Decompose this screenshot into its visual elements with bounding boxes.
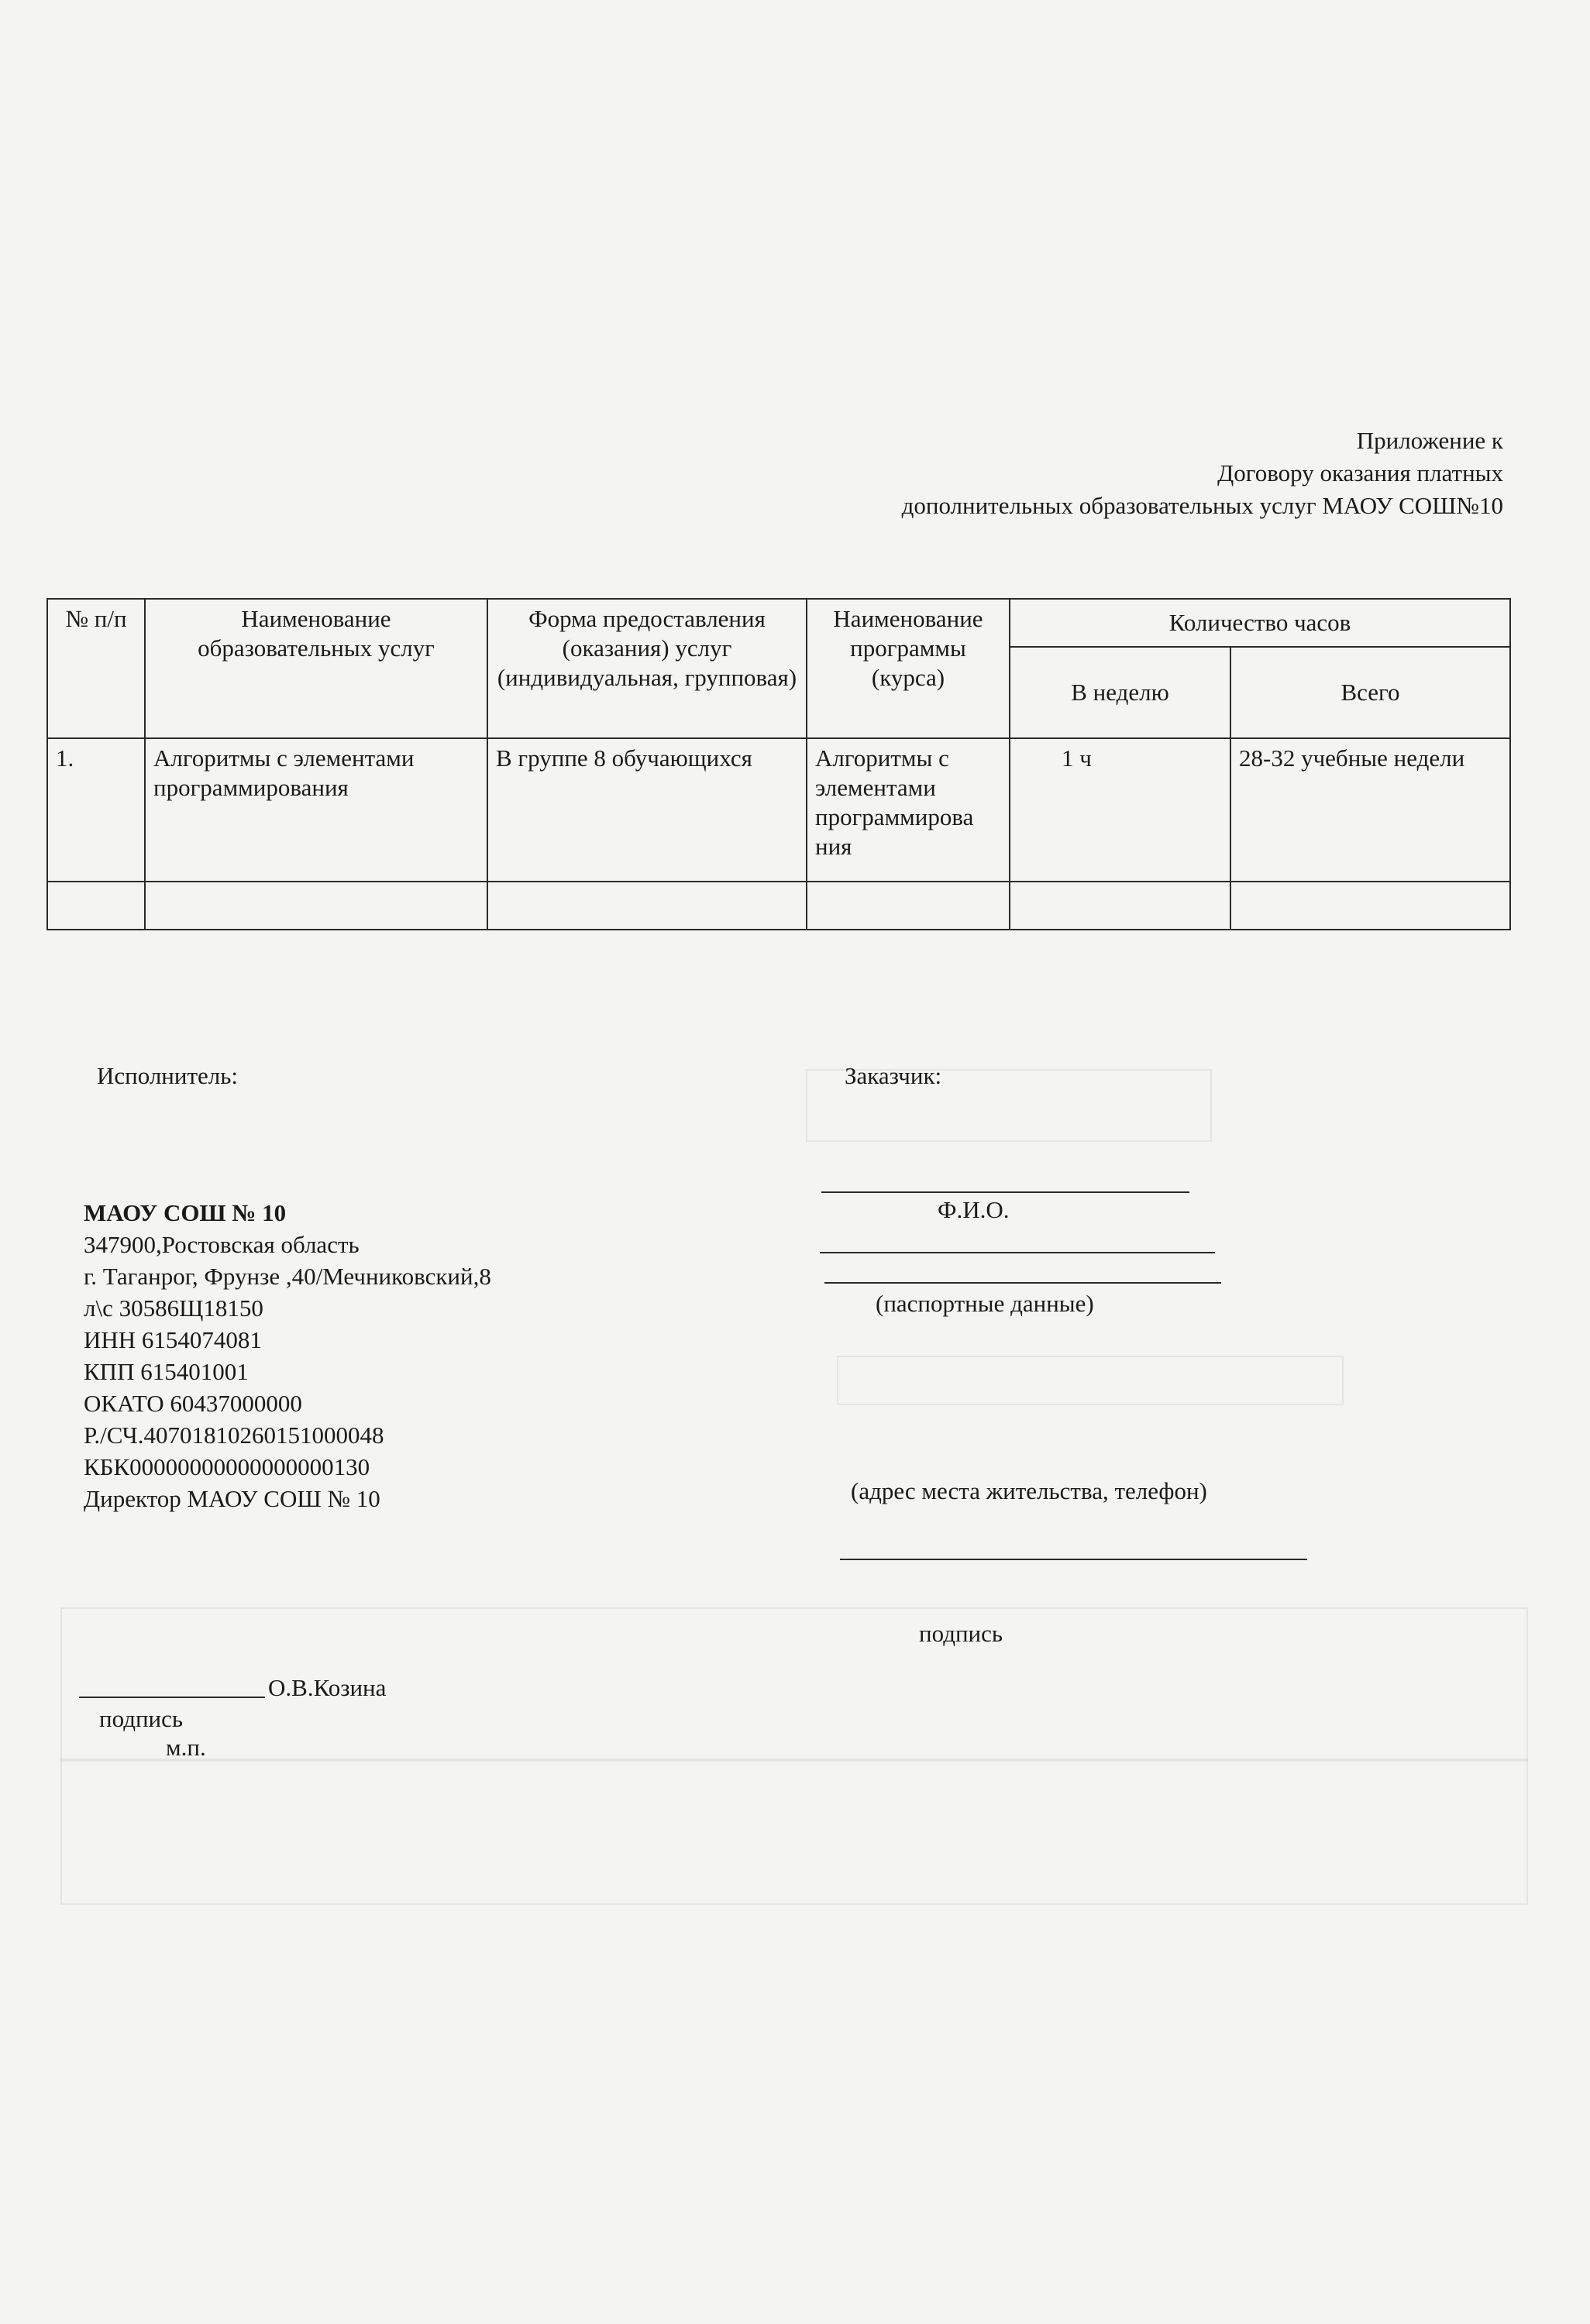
empty-cell (487, 882, 807, 930)
cell-total: 28-32 учебные недели (1230, 738, 1510, 882)
services-table (46, 598, 1511, 930)
customer-passport-line-2 (824, 1282, 1221, 1284)
appendix-line-3: дополнительных образовательных услуг МАОУ СОШ№10 (901, 492, 1503, 519)
header-program: Наименование программы (курса) (807, 599, 1010, 738)
empty-cell (807, 882, 1010, 930)
header-total: Всего (1230, 647, 1510, 738)
empty-cell (47, 882, 145, 930)
show-through-strip (837, 1356, 1344, 1405)
executor-okato: ОКАТО 60437000000 (84, 1390, 302, 1417)
customer-signature-line (840, 1559, 1307, 1560)
customer-passport-label: (паспортные данные) (876, 1290, 1094, 1317)
cell-service-name (145, 738, 487, 882)
show-through-table (60, 1607, 1528, 1905)
table-row (47, 738, 1510, 882)
header-form: Форма предоставления (оказания) услуг (индивидуальная, групповая) (487, 599, 807, 738)
header-per-week: В неделю (1010, 647, 1230, 738)
cell-form: В группе 8 обучающихся (487, 738, 807, 882)
executor-stamp-label: м.п. (166, 1734, 206, 1761)
executor-org: МАОУ СОШ № 10 (84, 1199, 287, 1226)
customer-passport-line-1 (820, 1252, 1215, 1253)
customer-address-label: (адрес места жительства, телефон) (851, 1477, 1207, 1504)
header-service-name: Наименование образовательных услуг (145, 599, 487, 738)
executor-address-2: г. Таганрог, Фрунзе ,40/Мечниковский,8 (84, 1263, 491, 1290)
header-hours: Количество часов (1010, 599, 1510, 647)
executor-label: Исполнитель: (97, 1062, 239, 1089)
customer-fio-label: Ф.И.О. (938, 1196, 1010, 1223)
empty-cell (145, 882, 487, 930)
executor-director: Директор МАОУ СОШ № 10 (84, 1485, 380, 1512)
executor-inn: ИНН 6154074081 (84, 1326, 262, 1353)
appendix-header (902, 425, 1503, 522)
empty-cell (1010, 882, 1230, 930)
executor-signer: О.В.Козина (268, 1674, 387, 1701)
appendix-line-1: Приложение к (1356, 427, 1503, 454)
cell-service-name-text: Алгоритмы с элементами программирования (153, 744, 415, 801)
empty-cell (1230, 882, 1510, 930)
executor-signature-label: подпись (99, 1705, 184, 1732)
executor-details (84, 1197, 491, 1514)
executor-address-1: 347900,Ростовская область (84, 1231, 360, 1258)
customer-signature-label: подпись (919, 1620, 1003, 1647)
cell-num: 1. (47, 738, 145, 882)
executor-signature-line (79, 1697, 265, 1698)
executor-kpp: КПП 615401001 (84, 1358, 249, 1385)
cell-program: Алгоритмы с элементами программирова ния (807, 738, 1010, 882)
header-num: № п/п (47, 599, 145, 738)
executor-kbk: КБК00000000000000000130 (84, 1453, 370, 1480)
executor-rs: Р./СЧ.40701810260151000048 (84, 1422, 384, 1449)
customer-label: Заказчик: (845, 1062, 942, 1089)
appendix-line-2: Договору оказания платных (1217, 459, 1503, 486)
executor-account: л\с 30586Щ18150 (84, 1294, 263, 1322)
cell-per-week: 1 ч (1010, 738, 1230, 882)
customer-fio-line (821, 1191, 1189, 1193)
show-through-line (60, 1758, 1528, 1762)
table-row-empty (47, 882, 1510, 930)
